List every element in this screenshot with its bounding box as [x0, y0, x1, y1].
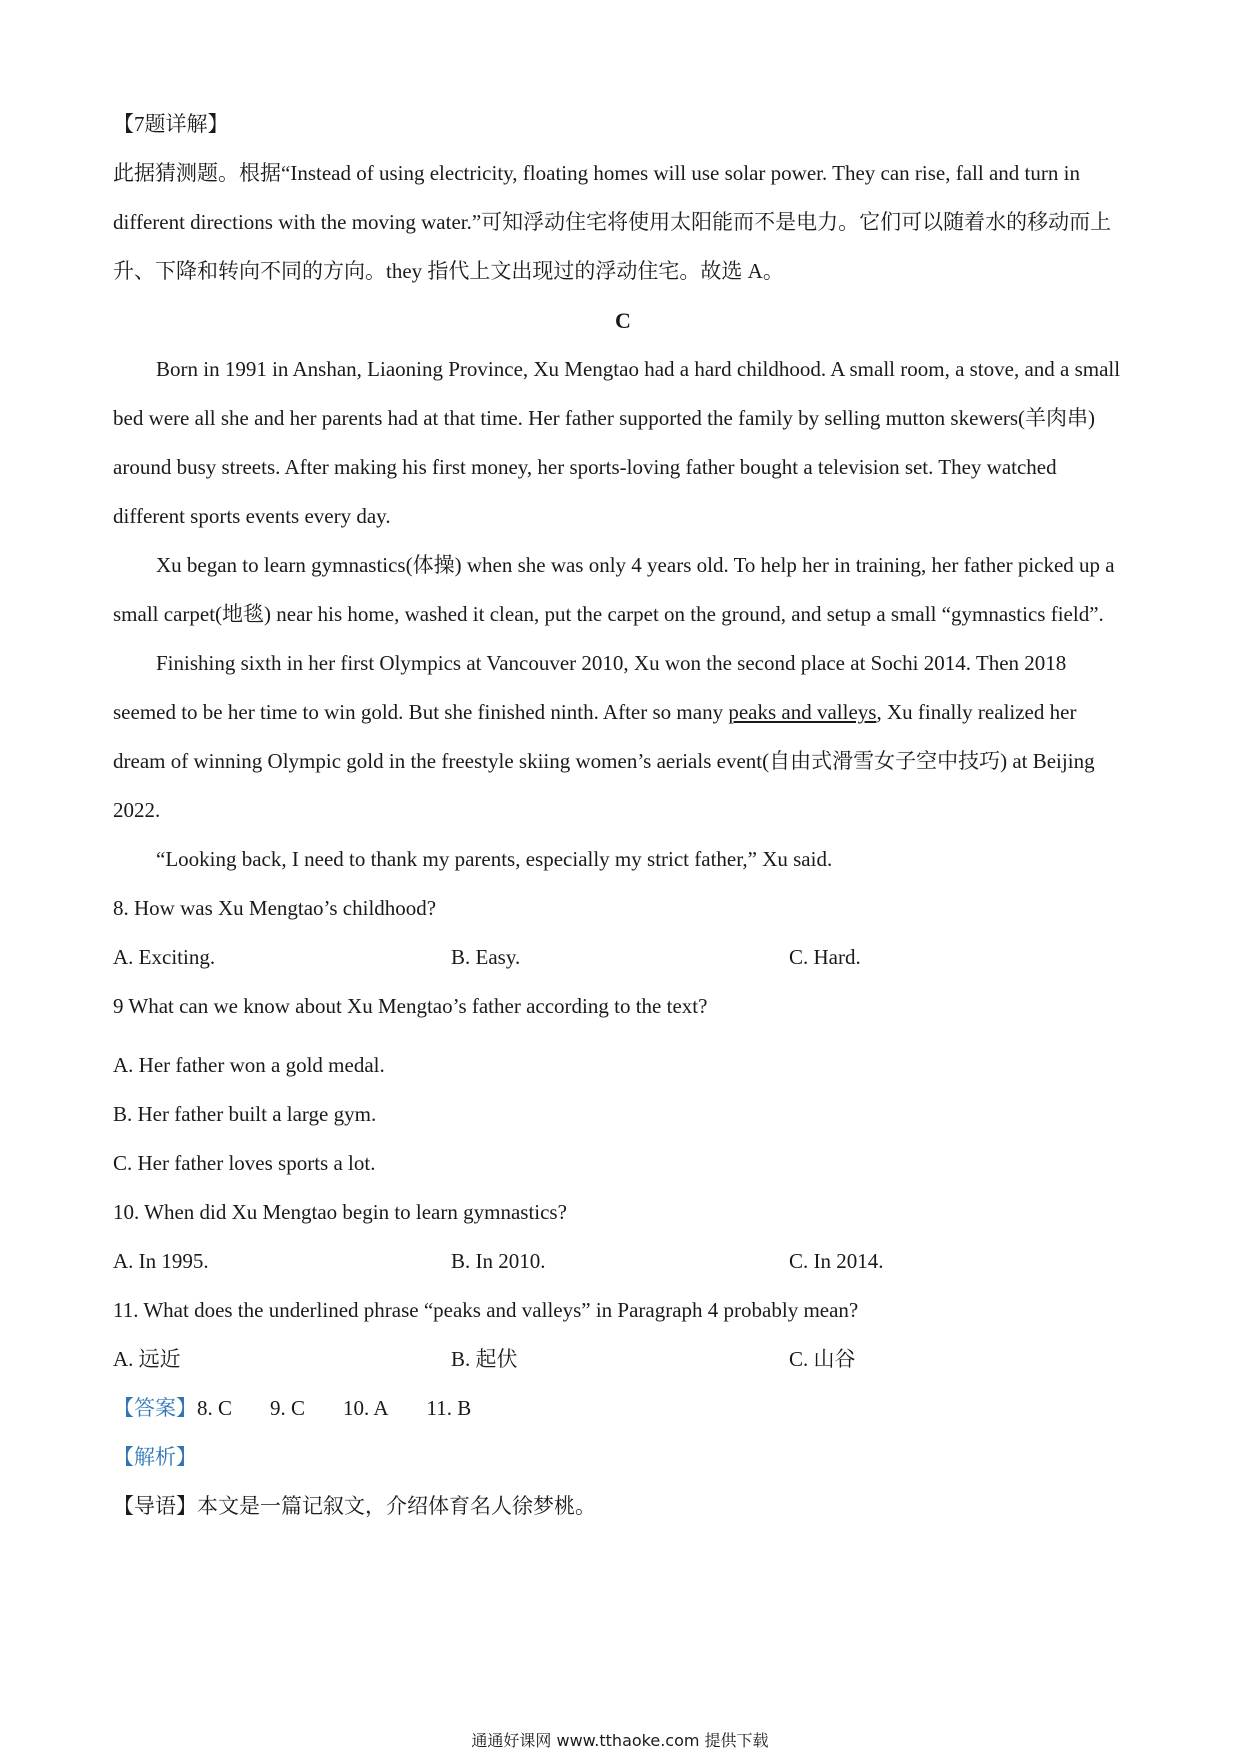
document-page — [113, 100, 1133, 1531]
question-8-options — [113, 933, 1133, 982]
question-10-stem: 10. When did Xu Mengtao begin to learn gymnastics? — [113, 1200, 567, 1224]
passage-paragraph-3 — [113, 639, 1133, 835]
passage-paragraph-1: Born in 1991 in Anshan, Liaoning Province, Xu Mengtao had a hard childhood. A small room, a stove, and a small bed were all she and her parents had at that time. Her father supported the family by selling mutton skewers(羊肉串) around busy streets. After making his first money, her sports-loving father bought a television set. They watched different sports events every day. — [113, 357, 1121, 528]
question-11-stem: 11. What does the underlined phrase “peaks and valleys” in Paragraph 4 probably mean? — [113, 1298, 859, 1322]
q8-option-b: B. Easy. — [451, 945, 521, 969]
answer-item: 9. C — [270, 1396, 306, 1420]
q8-option-a: A. Exciting. — [113, 945, 216, 969]
q9-option-b: B. Her father built a large gym. — [113, 1102, 377, 1126]
guide-text: 【导语】本文是一篇记叙文，介绍体育名人徐梦桃。 — [113, 1494, 596, 1518]
q7-heading: 【7题详解】 — [113, 112, 229, 136]
q11-option-a: A. 远近 — [113, 1347, 181, 1371]
answer-item: 8. C — [197, 1396, 233, 1420]
q10-option-b: B. In 2010. — [451, 1249, 546, 1273]
q10-option-c: C. In 2014. — [789, 1249, 884, 1273]
passage-paragraph-4: “Looking back, I need to thank my parents, especially my strict father,” Xu said. — [156, 847, 833, 871]
question-9-stem: 9 What can we know about Xu Mengtao’s father according to the text? — [113, 994, 708, 1018]
answer-item: 10. A — [343, 1396, 389, 1420]
page-footer: 通通好课网 www.tthaoke.com 提供下载 — [471, 1731, 769, 1750]
paragraph-3-part-a: Finishing sixth in her first Olympics at Vancouver 2010, Xu won the second place at Sochi 2014. Then 2018 seemed to be her time to win gold. But she finished ninth. After so many — [113, 651, 1067, 724]
question-10-options — [113, 1237, 1133, 1286]
q9-option-a: A. Her father won a gold medal. — [113, 1053, 385, 1077]
passage-paragraph-2: Xu began to learn gymnastics(体操) when she was only 4 years old. To help her in training, her father picked up a small carpet(地毯) near his home, washed it clean, put the carpet on the ground, and setup a small “gymnastics field”. — [113, 553, 1115, 626]
answer-item: 11. B — [426, 1396, 472, 1420]
question-8-stem: 8. How was Xu Mengtao’s childhood? — [113, 896, 437, 920]
q11-option-b: B. 起伏 — [451, 1347, 518, 1371]
answer-key — [113, 1384, 1133, 1433]
q11-option-c: C. 山谷 — [789, 1347, 856, 1371]
analysis-label: 【解析】 — [113, 1445, 197, 1469]
q9-option-c: C. Her father loves sports a lot. — [113, 1151, 376, 1175]
section-letter: C — [615, 308, 631, 333]
paragraph-3-part-b: , Xu finally realized her dream of winning Olympic gold in the freestyle skiing women’s aerials event(自由式滑雪女子空中技巧) at Beijing 2022. — [113, 700, 1095, 822]
q7-explanation: 此据猜测题。根据“Instead of using electricity, floating homes will use solar power. They can rise, fall and turn in different directions with the moving water.”可知浮动住宅将使用太阳能而不是电力。它们可以随着水的移动而上升、下降和转向不同的方向。they 指代上文出现过的浮动住宅。故选 A。 — [113, 161, 1112, 283]
underlined-phrase: peaks and valleys — [728, 700, 877, 724]
answer-label: 【答案】 — [113, 1396, 197, 1420]
q10-option-a: A. In 1995. — [113, 1249, 209, 1273]
question-11-options — [113, 1335, 1133, 1384]
q8-option-c: C. Hard. — [789, 945, 861, 969]
